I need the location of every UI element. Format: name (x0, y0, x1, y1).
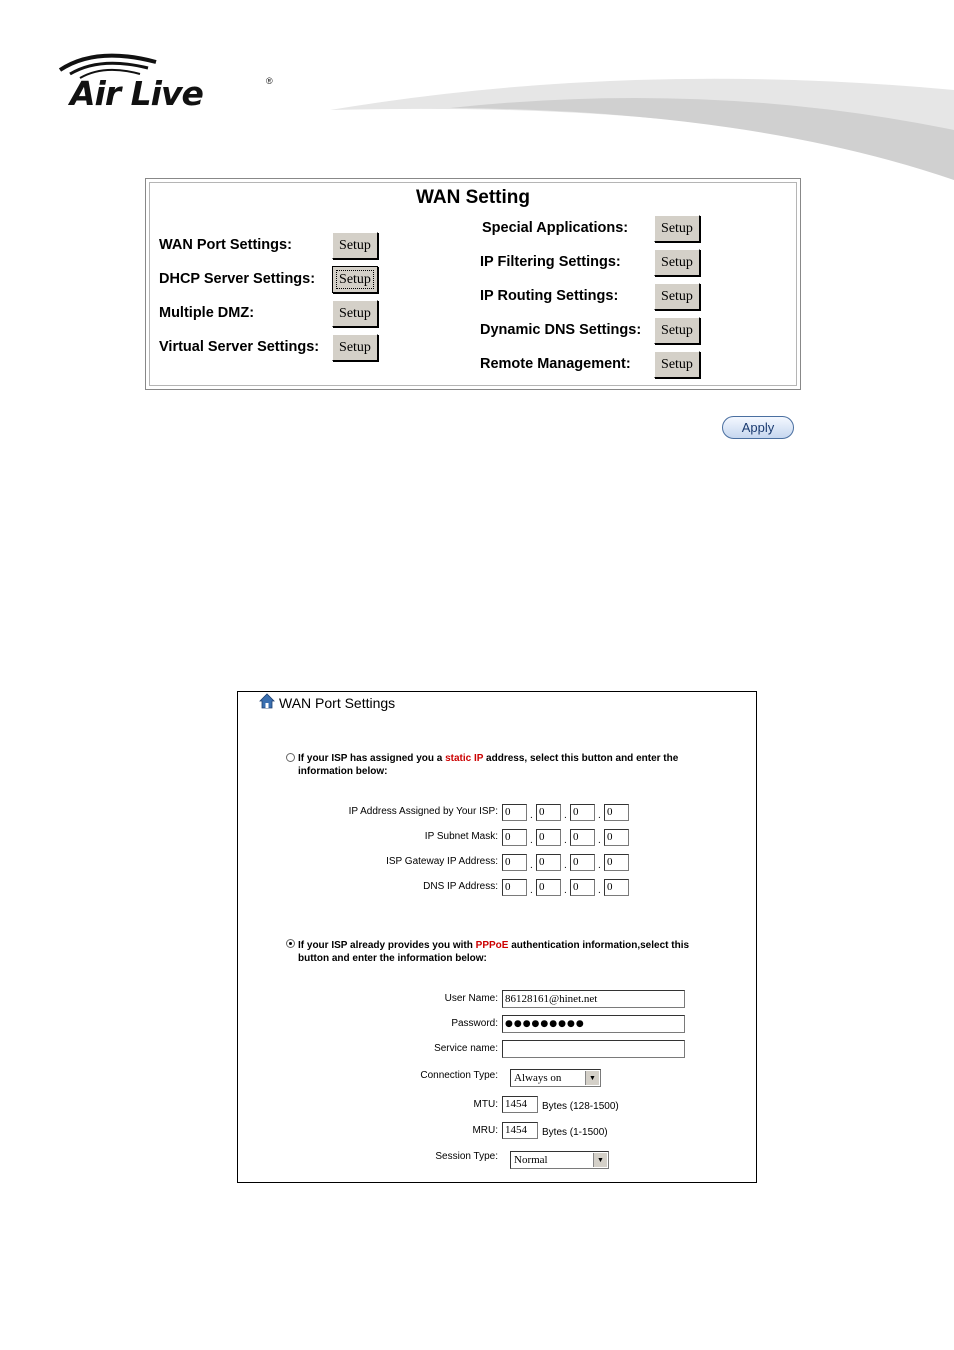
registered-mark: ® (266, 76, 273, 86)
subnet-mask-octet-3[interactable]: 0 (570, 829, 595, 846)
session-type-label: Session Type: (435, 1151, 498, 1162)
gateway-label: ISP Gateway IP Address: (386, 856, 498, 867)
dynamic-dns-settings-setup-button[interactable]: Setup (654, 317, 700, 344)
static-ip-text-post: address, select this button and enter the information below: (298, 753, 679, 777)
gateway-octet-4[interactable]: 0 (604, 854, 629, 871)
mtu-unit: Bytes (128-1500) (542, 1101, 619, 1112)
password-label: Password: (451, 1018, 498, 1029)
apply-button[interactable]: Apply (722, 416, 794, 439)
connection-type-select[interactable] (510, 1069, 601, 1087)
mru-label: MRU: (472, 1125, 498, 1136)
subnet-mask-octet-4[interactable]: 0 (604, 829, 629, 846)
gateway-octet-2[interactable]: 0 (536, 854, 561, 871)
ip-routing-settings-setup-button[interactable]: Setup (654, 283, 700, 310)
multiple-dmz-label: Multiple DMZ: (159, 305, 255, 321)
pppoe-highlight: PPPoE (475, 940, 509, 951)
octet-separator: . (530, 810, 533, 821)
dns-octet-1[interactable]: 0 (502, 879, 527, 896)
user-name-label: User Name: (444, 993, 498, 1004)
service-name-label: Service name: (434, 1043, 498, 1054)
chevron-down-icon[interactable]: ▼ (593, 1153, 607, 1167)
octet-separator: . (564, 885, 567, 896)
home-icon (259, 693, 275, 709)
wan-port-settings-panel (237, 691, 757, 1183)
wan-setting-panel (145, 178, 801, 390)
octet-separator: . (564, 860, 567, 871)
ip-routing-settings-label: IP Routing Settings: (480, 288, 619, 304)
octet-separator: . (598, 885, 601, 896)
static-ip-description (298, 752, 718, 778)
static-ip-text-pre: If your ISP has assigned you a (298, 753, 446, 764)
octet-separator: . (530, 860, 533, 871)
wan-port-settings-label: WAN Port Settings: (159, 237, 292, 253)
pppoe-text-pre: If your ISP already provides you with (298, 940, 476, 951)
header-wave-decoration (330, 70, 954, 190)
ip-address-label: IP Address Assigned by Your ISP: (348, 806, 498, 817)
dynamic-dns-settings-label: Dynamic DNS Settings: (480, 322, 642, 338)
octet-separator: . (564, 835, 567, 846)
octet-separator: . (598, 835, 601, 846)
connection-type-value: Always on (514, 1072, 562, 1084)
dns-label: DNS IP Address: (423, 881, 498, 892)
remote-management-label: Remote Management: (480, 356, 631, 372)
airlive-logo (56, 48, 286, 118)
octet-separator: . (530, 885, 533, 896)
pppoe-radio[interactable] (286, 939, 295, 948)
mtu-input[interactable]: 1454 (502, 1096, 538, 1113)
octet-separator: . (530, 835, 533, 846)
dhcp-server-settings-label: DHCP Server Settings: (159, 271, 316, 287)
connection-type-label: Connection Type: (420, 1070, 498, 1081)
mtu-label: MTU: (473, 1099, 498, 1110)
special-applications-setup-button[interactable]: Setup (654, 215, 700, 242)
session-type-select[interactable] (510, 1151, 609, 1169)
dhcp-server-settings-setup-button[interactable]: Setup (332, 266, 378, 293)
chevron-down-icon[interactable]: ▼ (585, 1071, 599, 1085)
session-type-value: Normal (514, 1154, 548, 1166)
subnet-mask-octet-1[interactable]: 0 (502, 829, 527, 846)
subnet-mask-octet-2[interactable]: 0 (536, 829, 561, 846)
ip-address-octet-2[interactable]: 0 (536, 804, 561, 821)
mru-input[interactable]: 1454 (502, 1122, 538, 1139)
wan-setting-title: WAN Setting (416, 187, 530, 208)
multiple-dmz-setup-button[interactable]: Setup (332, 300, 378, 327)
virtual-server-settings-label: Virtual Server Settings: (159, 339, 320, 355)
wan-port-settings-title: WAN Port Settings (279, 695, 396, 711)
ip-address-octet-1[interactable]: 0 (502, 804, 527, 821)
subnet-mask-label: IP Subnet Mask: (424, 831, 498, 842)
ip-address-octet-3[interactable]: 0 (570, 804, 595, 821)
octet-separator: . (564, 810, 567, 821)
pppoe-text-post: authentication information,select this button and enter the information below: (298, 940, 690, 964)
dns-octet-2[interactable]: 0 (536, 879, 561, 896)
special-applications-label: Special Applications: (482, 220, 629, 236)
static-ip-radio[interactable] (286, 753, 295, 762)
gateway-octet-3[interactable]: 0 (570, 854, 595, 871)
octet-separator: . (598, 810, 601, 821)
mru-unit: Bytes (1-1500) (542, 1127, 608, 1138)
dns-octet-4[interactable]: 0 (604, 879, 629, 896)
ip-filtering-settings-label: IP Filtering Settings: (480, 254, 621, 270)
pppoe-description (298, 939, 718, 965)
octet-separator: . (598, 860, 601, 871)
service-name-input[interactable] (502, 1040, 685, 1058)
logo-text: Air Live (70, 74, 203, 113)
password-input[interactable]: ●●●●●●●●● (502, 1015, 685, 1033)
virtual-server-settings-setup-button[interactable]: Setup (332, 334, 378, 361)
ip-filtering-settings-setup-button[interactable]: Setup (654, 249, 700, 276)
wan-port-settings-setup-button[interactable]: Setup (332, 232, 378, 259)
dns-octet-3[interactable]: 0 (570, 879, 595, 896)
gateway-octet-1[interactable]: 0 (502, 854, 527, 871)
remote-management-setup-button[interactable]: Setup (654, 351, 700, 378)
static-ip-highlight: static IP (445, 753, 484, 764)
ip-address-octet-4[interactable]: 0 (604, 804, 629, 821)
user-name-input[interactable]: 86128161@hinet.net (502, 990, 685, 1008)
